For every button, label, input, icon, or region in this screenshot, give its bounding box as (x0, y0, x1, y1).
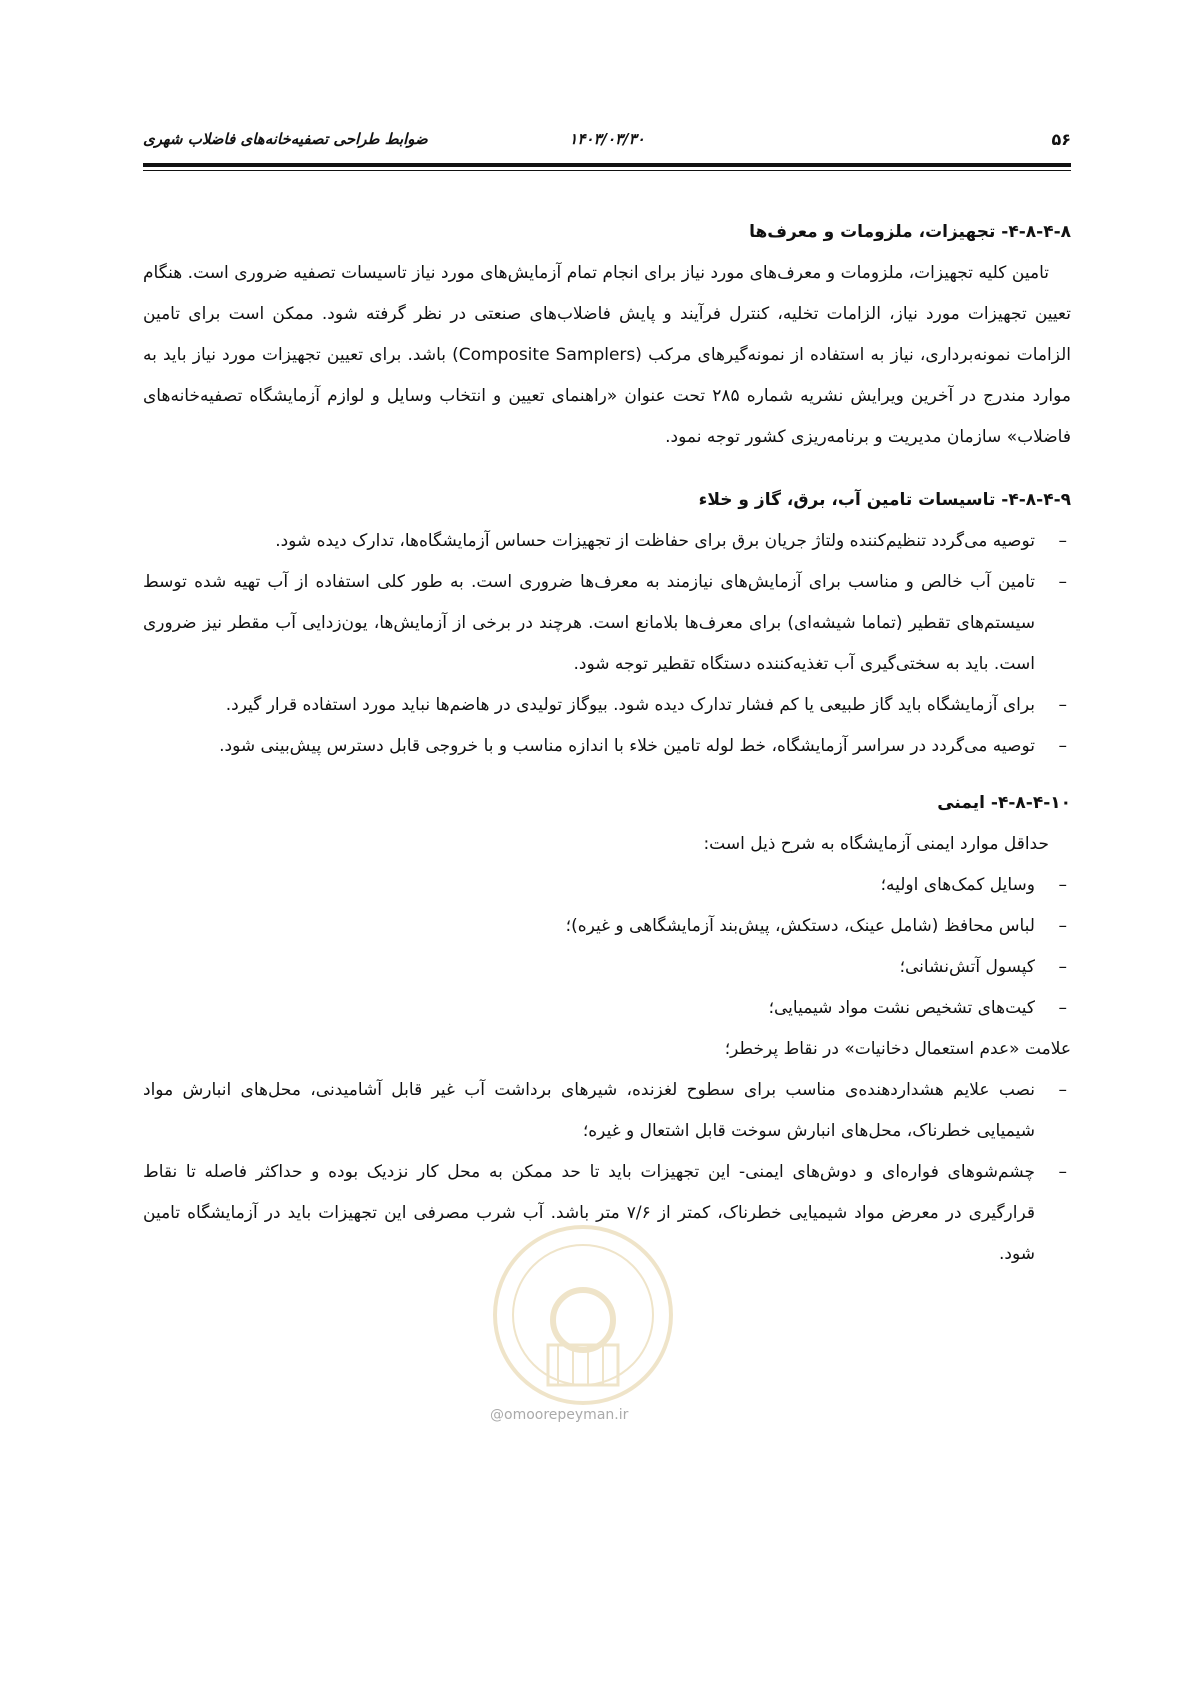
page-header (143, 126, 1071, 156)
section-heading-equipment: ۴-۸-۴-۸- تجهیزات، ملزومات و معرف‌ها (749, 222, 1071, 242)
header-rule-thick (143, 163, 1071, 167)
section-heading-utilities: ۴-۸-۴-۹- تاسیسات تامین آب، برق، گاز و خلاء (698, 490, 1071, 510)
list-item: – نصب علایم هشداردهنده‌ی مناسب برای سطوح لغزنده، شیرهای برداشت آب غیر قابل آشامیدنی، محل‌های انبارش مواد شیمیایی خطرناک، محل‌های انبارش سوخت قابل اشتعال و غیره؛ (143, 1070, 1071, 1152)
section-heading-safety: ۴-۸-۴-۱۰- ایمنی (937, 793, 1071, 813)
list-dash: – (1058, 1162, 1067, 1182)
list-item: – چشم‌شوهای فواره‌ای و دوش‌های ایمنی- این تجهیزات باید تا حد ممکن به محل کار نزدیک بوده و حداکثر فاصله تا نقاط قرارگیری در معرض مواد شیمیایی خطرناک، کمتر از ۷/۶ متر باشد. آب شرب مصرفی این تجهیزات باید در آزمایشگاه تامین شود. (143, 1152, 1071, 1275)
section-paragraph-equipment: تامین کلیه تجهیزات، ملزومات و معرف‌های مورد نیاز برای انجام تمام آزمایش‌های مورد نیاز تاسیسات تصفیه ضروری است. هنگام تعیین تجهیزات مورد نیاز، الزامات تخلیه، کنترل فرآیند و پایش فاضلاب‌های صنعتی در نظر گرفته شود. ممکن است برای تامین الزامات نمونه‌برداری، نیاز به استفاده از نمونه‌گیرهای مرکب (Composite Samplers) باشد. برای تعیین تجهیزات مورد نیاز باید به موارد مندرج در آخرین ویرایش نشریه شماره ۲۸۵ تحت عنوان «راهنمای تعیین و انتخاب وسایل و لوازم آزمایشگاه تصفیه‌خانه‌های فاضلاب» سازمان مدیریت و برنامه‌ریزی کشور توجه نمود. (143, 263, 1071, 447)
list-dash: – (1058, 1080, 1067, 1100)
list-item: – تامین آب خالص و مناسب برای آزمایش‌های نیازمند به معرف‌ها ضروری است. به طور کلی استفاده از آب تهیه شده توسط سیستم‌های تقطیر (تماما شیشه‌ای) برای معرف‌ها بلامانع است. هرچند در برخی از آزمایش‌ها، یون‌زدایی آب مقطر نیز ضروری است. باید به سختی‌گیری آب تغذیه‌کننده دستگاه تقطیر توجه شود. (143, 562, 1071, 685)
header-date: ۱۴۰۳/۰۳/۳۰ (569, 130, 645, 148)
list-item: – وسایل کمک‌های اولیه؛ (143, 865, 1071, 906)
header-title: ضوابط طراحی تصفیه‌خانه‌های فاضلاب شهری (143, 130, 428, 148)
watermark-seal-icon (488, 1220, 678, 1410)
page-number: ۵۶ (1051, 130, 1071, 149)
safety-intro: حداقل موارد ایمنی آزمایشگاه به شرح ذیل است: (703, 834, 1049, 854)
list-dash: – (1058, 736, 1067, 756)
safety-list-short (143, 865, 1071, 1029)
no-smoking-line: علامت «عدم استعمال دخانیات» در نقاط پرخطر؛ (724, 1039, 1071, 1059)
list-item: – کیت‌های تشخیص نشت مواد شیمیایی؛ (143, 988, 1071, 1029)
list-dash: – (1058, 531, 1067, 551)
list-dash: – (1058, 998, 1067, 1018)
list-item: – برای آزمایشگاه باید گاز طبیعی یا کم فشار تدارک دیده شود. بیوگاز تولیدی در هاضم‌ها نباید مورد استفاده قرار گیرد. (143, 685, 1071, 726)
list-dash: – (1058, 572, 1067, 592)
header-rule-thin (143, 170, 1071, 171)
page-content (143, 212, 1071, 1275)
list-item: – توصیه می‌گردد در سراسر آزمایشگاه، خط لوله تامین خلاء با اندازه مناسب و با خروجی قابل دسترس پیش‌بینی شود. (143, 726, 1071, 767)
list-item: – توصیه می‌گردد تنظیم‌کننده ولتاژ جریان برق برای حفاظت از تجهیزات حساس آزمایشگاه‌ها، تدارک دیده شود. (143, 521, 1071, 562)
watermark-text: @omoorepeyman.ir (490, 1407, 629, 1423)
list-dash: – (1058, 916, 1067, 936)
utilities-list (143, 521, 1071, 767)
list-item: – کپسول آتش‌نشانی؛ (143, 947, 1071, 988)
list-dash: – (1058, 957, 1067, 977)
list-dash: – (1058, 875, 1067, 895)
list-item: – لباس محافظ (شامل عینک، دستکش، پیش‌بند آزمایشگاهی و غیره)؛ (143, 906, 1071, 947)
list-dash: – (1058, 695, 1067, 715)
